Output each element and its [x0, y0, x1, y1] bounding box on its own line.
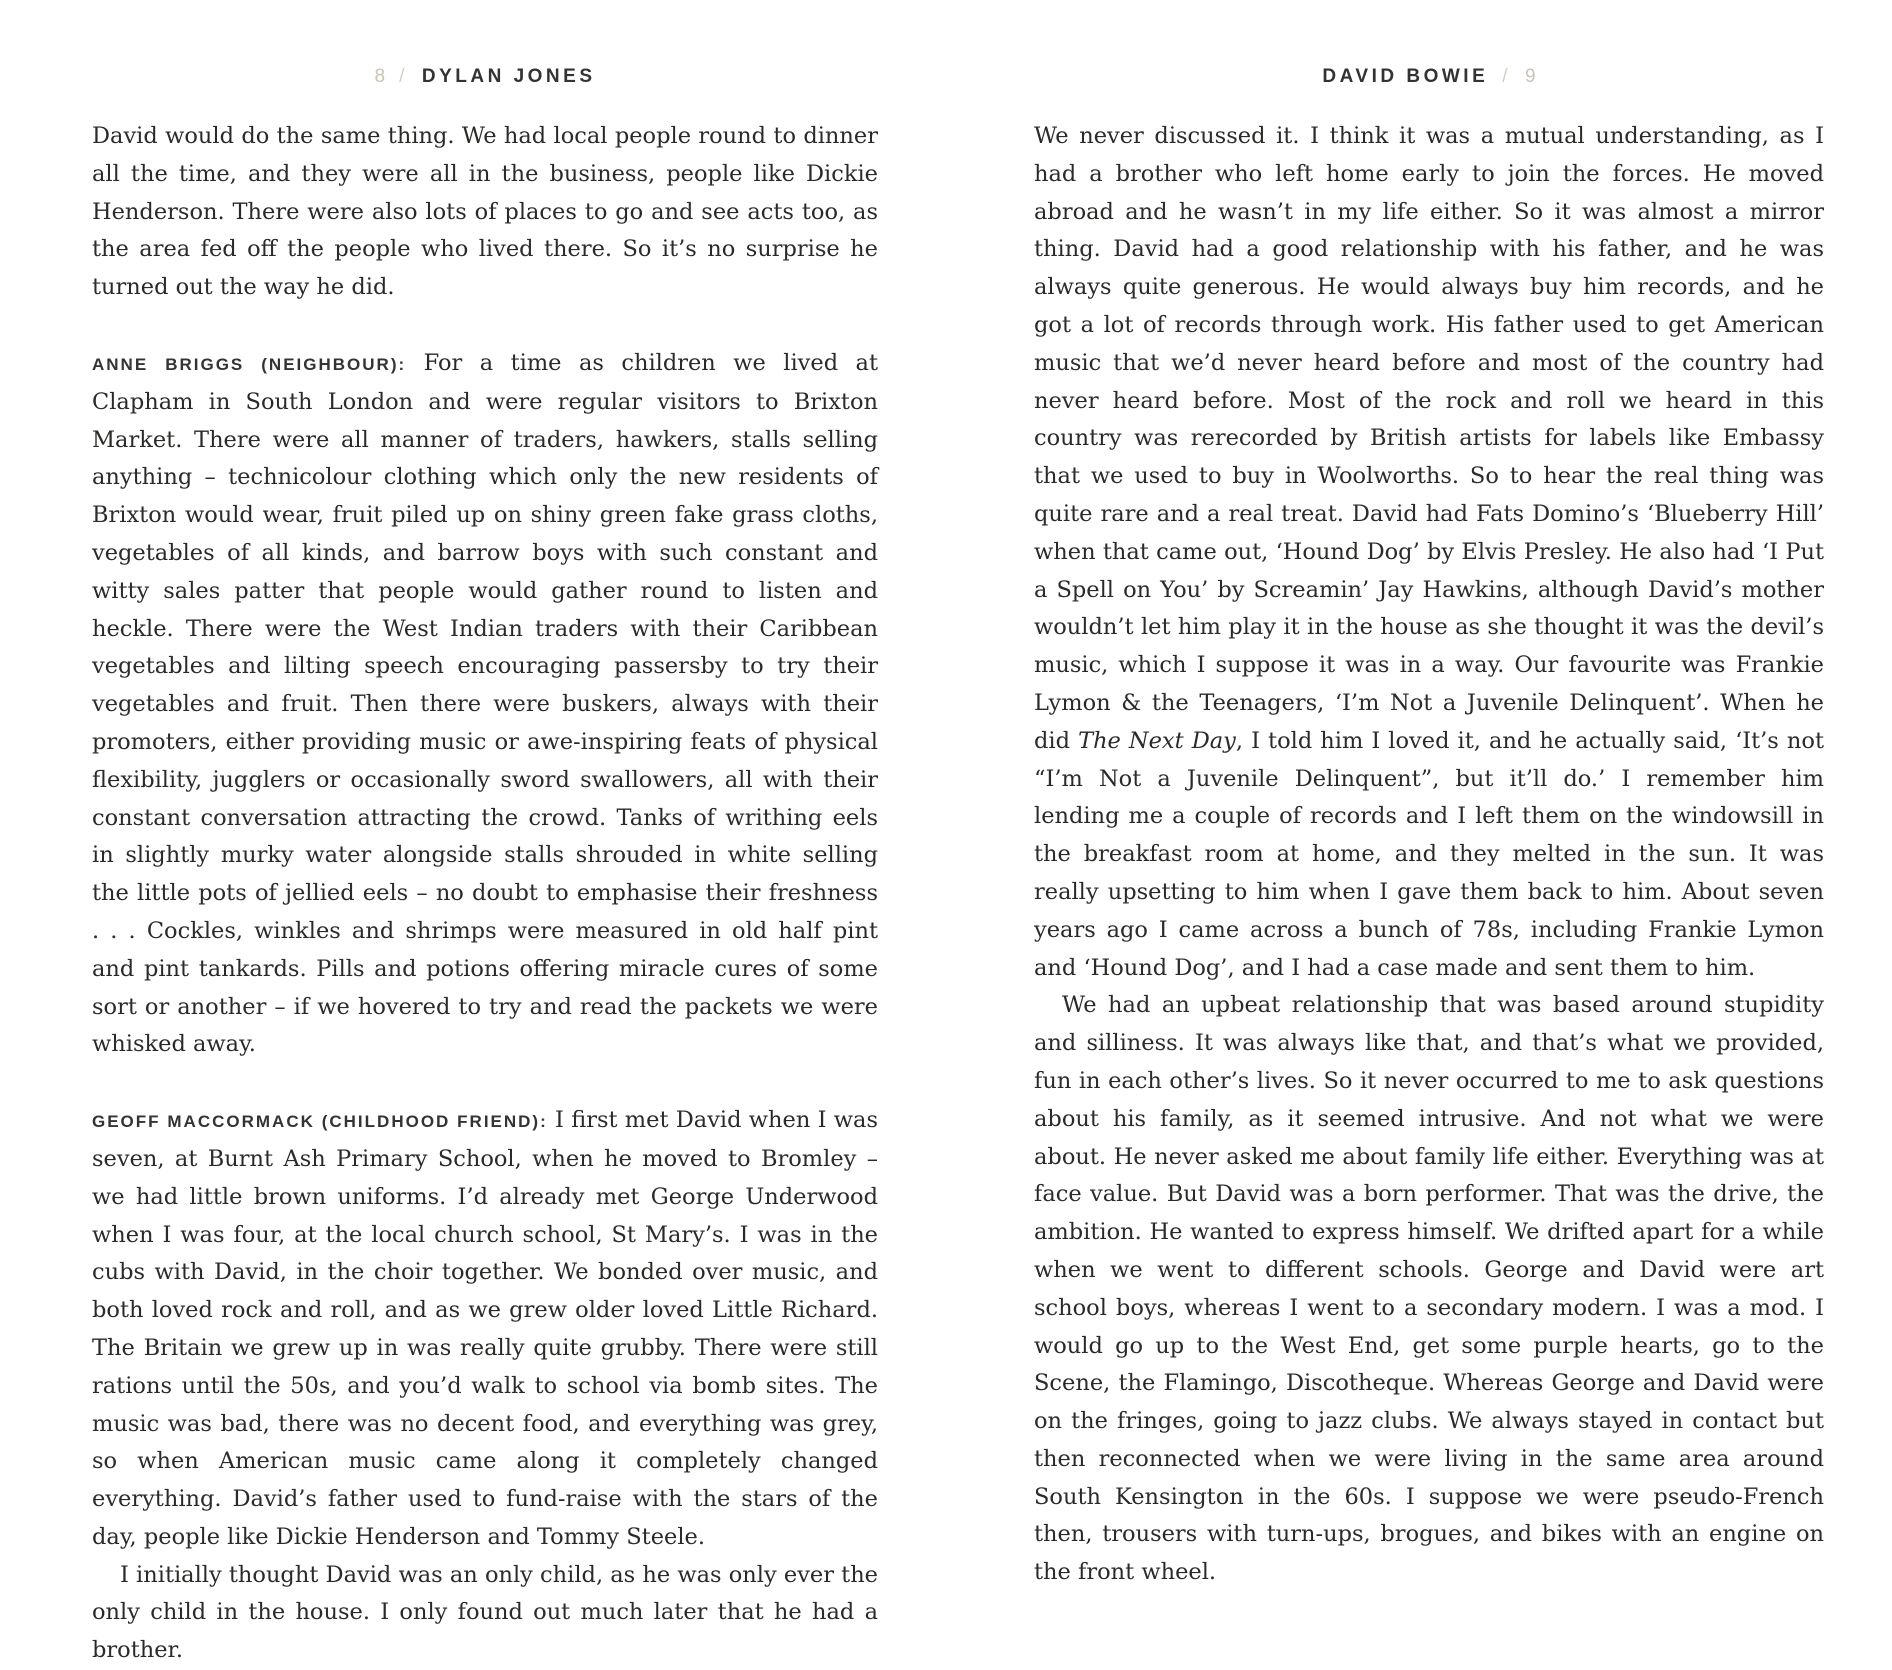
paragraph-text: We never discussed it. I think it was a mutual understanding, as I had a brother who left home early to join the forces. He moved abroad and he wasn’t in my life either. So it was almost a mirror thing. David had a good relationship with his father, and he was always quite generous. He would always buy him records, and he got a lot of records through work. His father used to get American music that we’d never heard before and most of the country had never heard before. Most of the rock and roll we heard in this country was rerecorded by British artists for labels like Embassy that we used to buy in Woolworths. So to hear the real thing was quite rare and a real treat. David had Fats Domino’s ‘Blueberry Hill’ when that came out, ‘Hound Dog’ by Elvis Presley. He also had ‘I Put a Spell on You’ by Screamin’ Jay Hawkins, although David’s mother wouldn’t let him play it in the house as she thought it was the devil’s music, which I suppose it was in a way. Our favourite was Frankie Lymon & the Teenagers, ‘I’m Not a Juvenile Delinquent’. When he did	[1034, 123, 1824, 754]
author-name: DYLAN JONES	[421, 66, 596, 87]
separator: /	[1502, 66, 1512, 87]
paragraph: David would do the same thing. We had local people round to dinner all the time, and they were all in the business, people like Dickie Henderson. There were also lots of places to go and see acts too, as the area fed off the people who lived there. So it’s no surprise he turned out the way he did.	[92, 123, 878, 301]
speaker-label: GEOFF MACCORMACK (CHILDHOOD FRIEND):	[92, 1112, 548, 1132]
speaker-label: ANNE BRIGGS (NEIGHBOUR):	[92, 354, 407, 374]
paragraph-text: , I told him I loved it, and he actually said, ‘It’s not “I’m Not a Juvenile Delinquent”, but it’ll do.’ I remember him lending me a couple of records and I left them on the windowsill in the breakfast room at home, and they melted in the sun. It was really upsetting to him when I gave them back to him. About seven years ago I came across a bunch of 78s, including Frankie Lymon and ‘Hound Dog’, and I had a case made and sent them to him.	[1034, 727, 1824, 981]
left-body-text	[92, 118, 878, 1670]
paragraph	[92, 1102, 878, 1557]
right-page	[1034, 0, 1824, 1586]
separator: /	[399, 66, 408, 87]
paragraph: We had an upbeat relationship that was based around stupidity and silliness. It was always like that, and that’s what we provided, fun in each other’s lives. So it never occurred to me to ask questions about his family, as it seemed intrusive. And not what we were about. He never asked me about family life either. Everything was at face value. But David was a born performer. That was the drive, the ambition. He wanted to express himself. We drifted apart for a while when we went to different schools. George and David were art school boys, whereas I went to a secondary modern. I was a mod. I would go up to the West End, get some purple hearts, go to the Scene, the Flamingo, Discotheque. Whereas George and David were on the fringes, going to jazz clubs. We always stayed in contact but then reconnected when we were living in the same area around South Kensington in the 60s. I suppose we were pseudo-French then, trousers with turn-ups, brogues, and bikes with an engine on the front wheel.	[1034, 992, 1824, 1586]
page-number: 9	[1525, 66, 1536, 87]
page-number: 8	[374, 66, 386, 87]
paragraph-text: I first met David when I was seven, at Burnt Ash Primary School, when he moved to Bromley – we had little brown uniforms. I’d already met George Underwood when I was four, at the local church school, St Mary’s. I was in the cubs with David, in the choir together. We bonded over music, and both loved rock and roll, and as we grew older loved Little Richard. The Britain we grew up in was really quite grubby. There were still rations until the 50s, and you’d walk to school via bomb sites. The music was bad, there was no decent food, and everything was grey, so when American music came along it completely changed everything. David’s father used to fund-raise with the stars of the day, people like Dickie Henderson and Tommy Steele.	[92, 1107, 879, 1550]
album-title: The Next Day	[1078, 727, 1236, 754]
paragraph: I initially thought David was an only child, as he was only ever the only child in the house. I only found out much later that he had a brother.	[92, 1561, 878, 1664]
right-running-head	[1034, 62, 1824, 92]
paragraph-text: For a time as children we lived at Clapham in South London and were regular visitors to Brixton Market. There were all manner of traders, hawkers, stalls selling anything – technicolour clothing which only the new residents of Brixton would wear, fruit piled up on shiny green fake grass cloths, vegetables of all kinds, and barrow boys with such constant and witty sales patter that people would gather round to listen and heckle. There were the West Indian traders with their Caribbean vegetables and lilting speech encouraging passersby to try their vegetables and fruit. Then there were buskers, always with their promoters, either providing music or awe-inspiring feats of physical flexibility, jugglers or occasionally sword swallowers, all with their constant conversation attracting the crowd. Tanks of writhing eels in slightly murky water alongside stalls shrouded in white selling the little pots of jellied eels – no doubt to emphasise their freshness . . . Cockles, winkles and shrimps were measured in old half pint and pint tankards. Pills and potions offering miracle cures of some sort or another – if we hovered to try and read the packets we were whisked away.	[92, 349, 878, 1058]
left-page	[92, 0, 879, 1664]
left-running-head	[92, 62, 878, 92]
right-body-text	[1034, 118, 1824, 1592]
book-title: DAVID BOWIE	[1322, 66, 1489, 87]
paragraph	[1034, 118, 1824, 987]
paragraph	[92, 345, 878, 1064]
